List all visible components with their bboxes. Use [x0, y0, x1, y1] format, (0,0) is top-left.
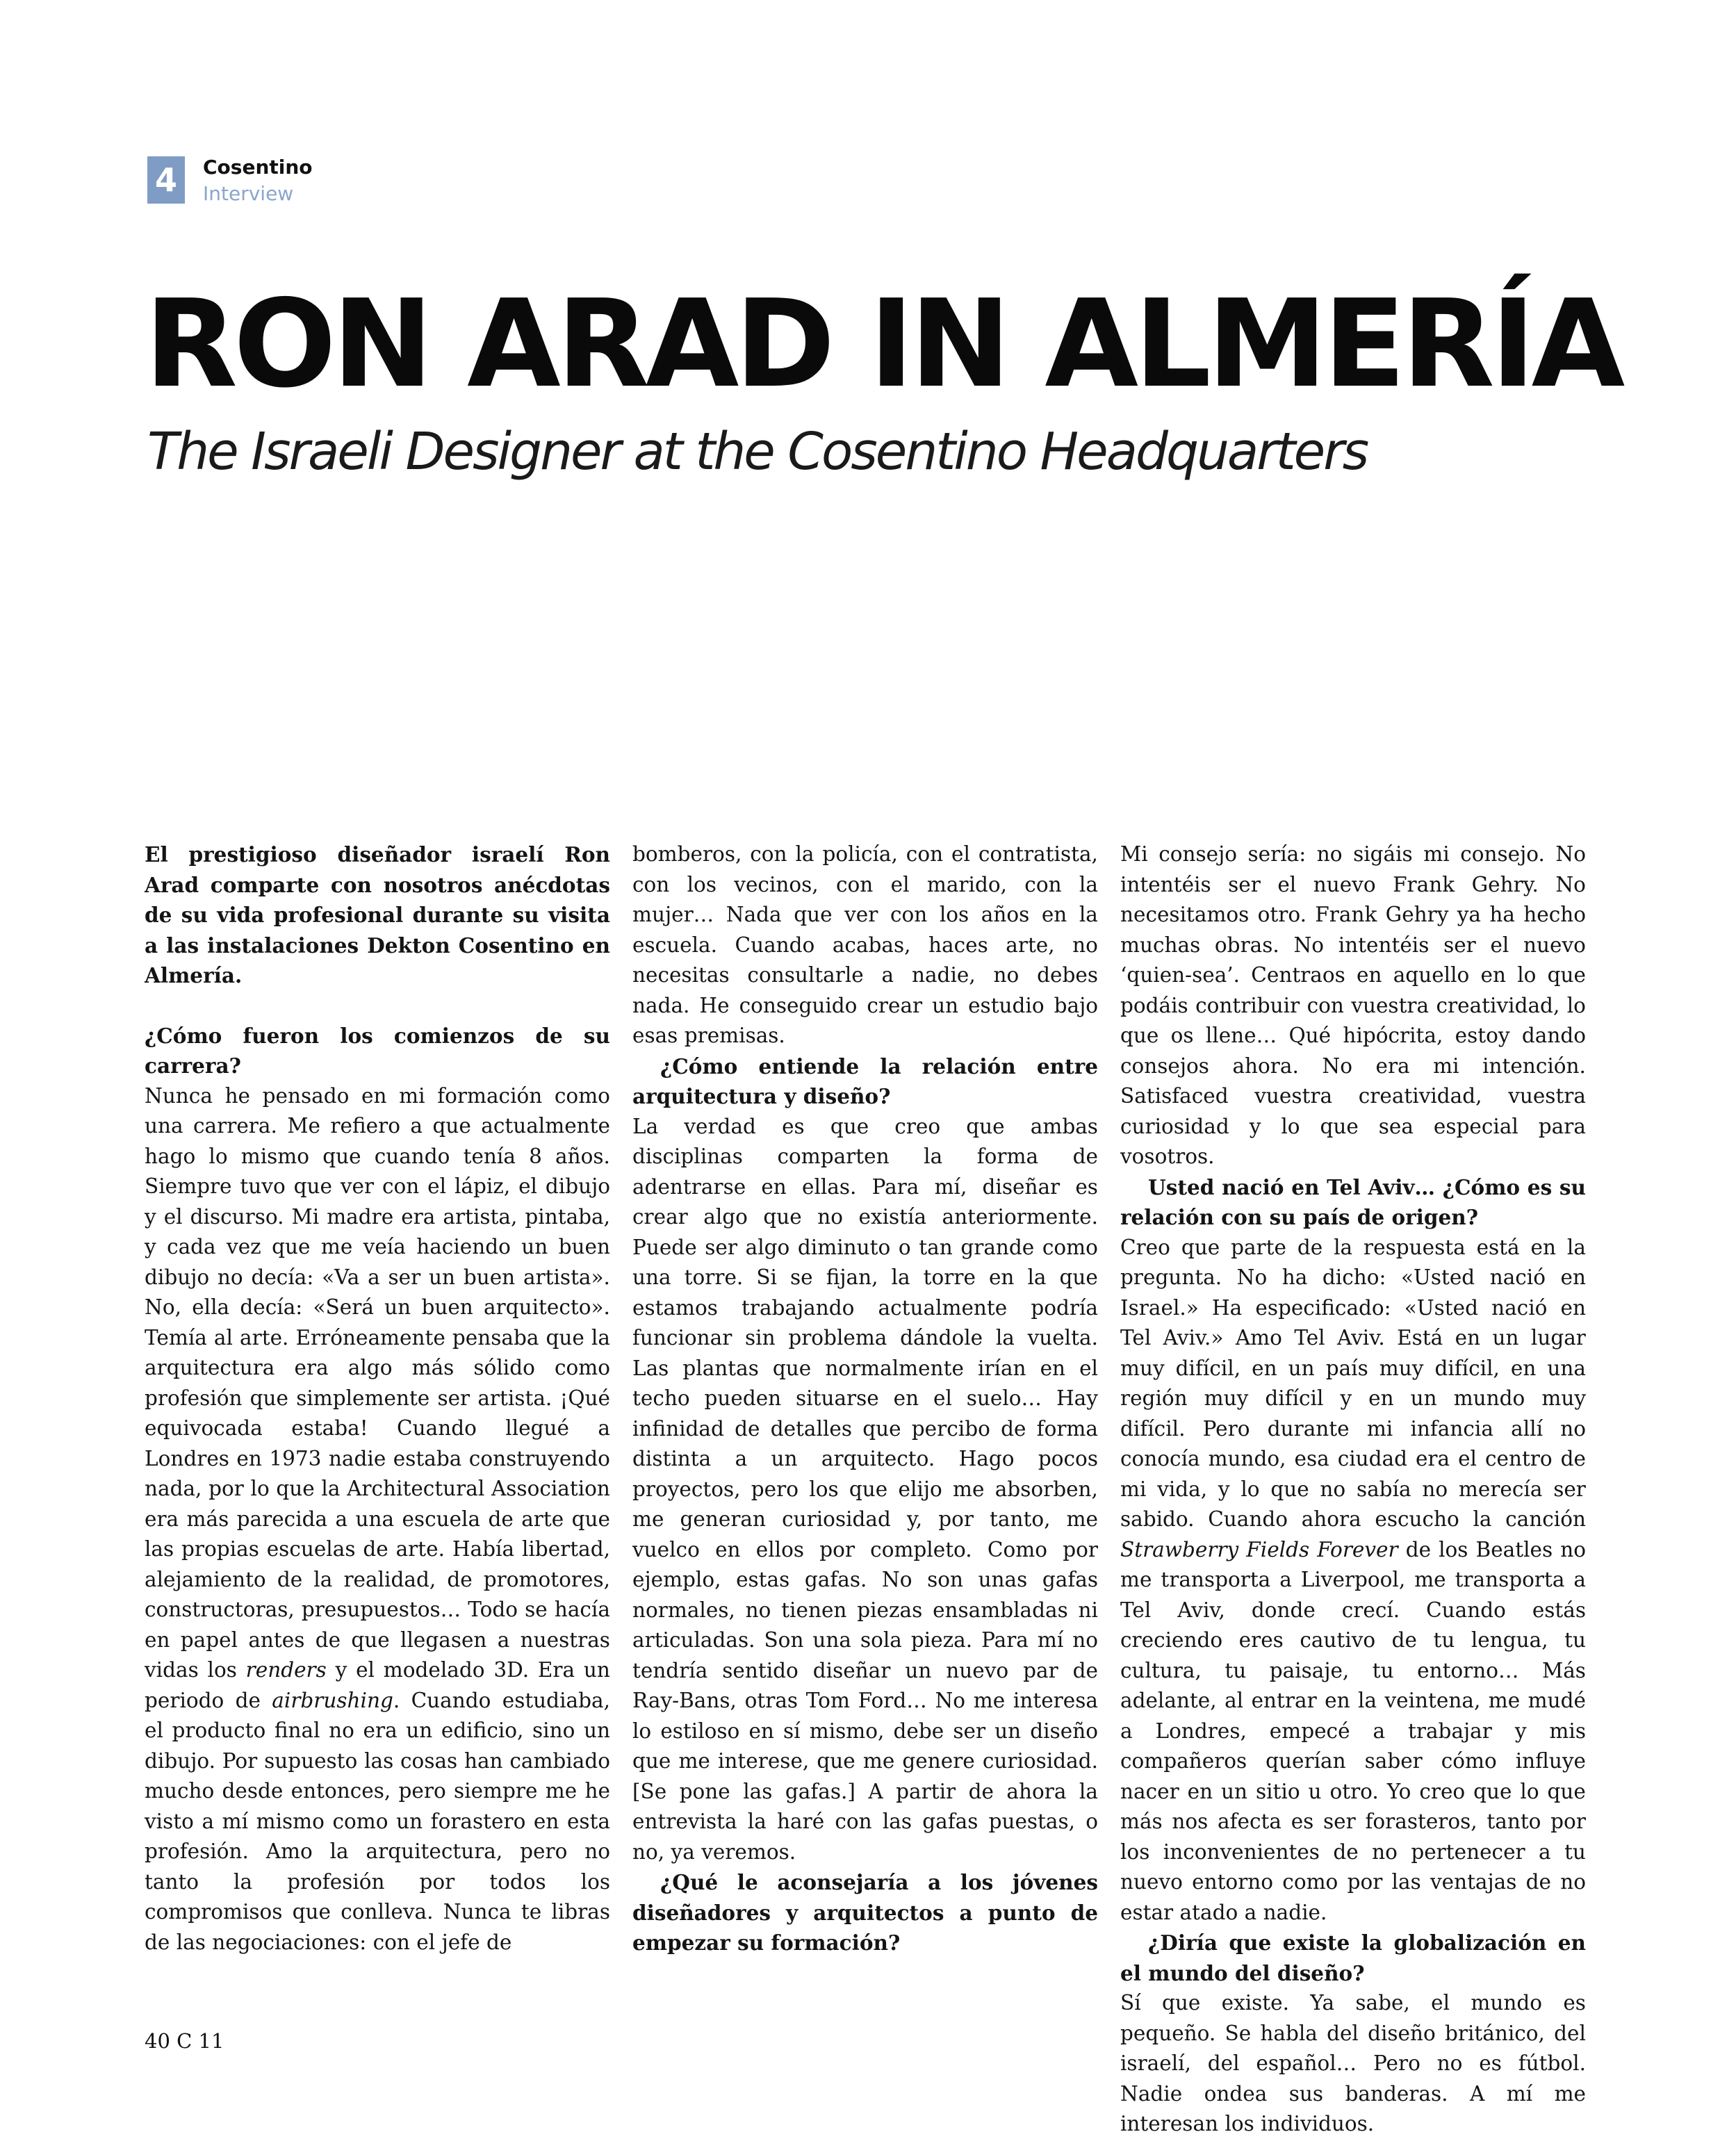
answer-1-text-c: . Cuando estudiaba, el producto final no era un edificio, sino un dibujo. Por supuesto las cosas han cambiado mucho desde entonces, pero siempre me he visto a mí mismo como un forastero en esta profesión. Amo la arquitectura, pero no tanto la profesión por todos los compromisos que conlleva. Nunca te libras de las negociaciones: con el jefe de — [145, 1688, 611, 1954]
answer-5: Sí que existe. Ya sabe, el mundo es pequeño. Se habla del diseño británico, del israelí, del español… Pero no es fútbol. Nadie ondea sus banderas. A mí me interesan los individuos. — [1120, 1991, 1586, 2135]
question-4: Usted nació en Tel Aviv… ¿Cómo es su relación con su país de origen? — [1120, 1174, 1586, 1229]
article-title: RON ARAD IN ALMERÍA — [145, 274, 1621, 415]
question-1: ¿Cómo fueron los comienzos de su carrera? — [145, 1023, 610, 1078]
question-3: ¿Qué le aconsejaría a los jóvenes diseñadores y arquitectos a punto de empezar su formación? — [632, 1870, 1098, 1955]
answer-1 — [145, 1081, 610, 1958]
answer-3: Mi consejo sería: no sigáis mi consejo. No intentéis ser el nuevo Frank Gehry. No necesitamos otro. Frank Gehry ya ha hecho muchas obras. No intentéis ser el nuevo ‘quien-sea’. Centraos en aquello en lo que podáis contribuir con vuestra creatividad, lo que os llene… Qué hipócrita, estoy dando consejos ahora. No era mi intención. Satisfaced vuestra creatividad, vuestra curiosidad y lo que sea especial para vosotros. — [1120, 842, 1586, 1168]
article-column-3 — [1120, 839, 1587, 2135]
answer-1-continued — [632, 839, 1098, 1051]
page-folio: 40 C 11 — [145, 2029, 224, 2053]
answer-4-emphasis: Strawberry Fields Forever — [1120, 1537, 1398, 1561]
brand-label: Cosentino — [203, 156, 313, 179]
question-5 — [1120, 1928, 1586, 1988]
article-column-1 — [145, 839, 610, 1958]
question-3 — [632, 1867, 1098, 1958]
answer-1-text-a: Nunca he pensado en mi formación como una carrera. Me refiero a que actualmente hago lo mismo que cuando tenía 8 años. Siempre tuvo que ver con el lápiz, el dibujo y el discurso. Mi madre era artista, pintaba, y cada vez que me veía haciendo un buen dibujo no decía: «Va a ser un buen artista». No, ella decía: «Será un buen arquitecto». Temía al arte. Erróneamente pensaba que la arquitectura era algo más sólido como profesión que simplemente ser artista. ¡Qué equivocada estaba! Cuando llegué a Londres en 1973 nadie estaba construyendo nada, por lo que la Architectural Association era más parecida a una escuela de arte que las propias escuelas de arte. Había libertad, alejamiento de la realidad, de promotores, constructoras, presupuestos… Todo se hacía en papel antes de que llegasen a nuestras vidas los — [145, 1083, 610, 1682]
article-subtitle: The Israeli Designer at the Cosentino Headquarters — [147, 422, 1368, 482]
question-5: ¿Diría que existe la globalización en el mundo del diseño? — [1120, 1930, 1586, 1985]
answer-1-text-c: bomberos, con la policía, con el contratista, con los vecinos, con el marido, con la mujer… Nada que ver con los años en la escuela. Cuando acabas, haces arte, no necesitas consultarle a nadie, no debes nada. He conseguido crear un estudio bajo esas premisas. — [632, 842, 1098, 1047]
question-1 — [145, 1021, 610, 1081]
answer-1-text-b: y el modelado 3D. Era un periodo de — [145, 1658, 610, 1712]
answer-5 — [1120, 1988, 1586, 2140]
article-column-2 — [632, 839, 1098, 1958]
page-number-badge: 4 — [147, 156, 185, 204]
answer-1-emphasis-a: renders — [245, 1658, 327, 1682]
section-label — [203, 154, 313, 207]
answer-2 — [632, 1112, 1098, 1868]
answer-4-text-b: de los Beatles no me transporta a Liverpool, me transporta a Tel Aviv, donde crecí. Cuando estás creciendo eres cautivo de tu lengua, tu cultura, tu paisaje, tu entorno… Más adelante, al entrar en la veintena, me mudé a Londres, empecé a trabajar y mis compañeros querían saber cómo influye nacer en un sitio u otro. Yo creo que lo que más nos afecta es ser forasteros, tanto por los inconvenientes de no pertenecer a tu nuevo entorno como por las ventajas de no estar atado a nadie. — [1120, 1537, 1586, 1924]
question-2 — [632, 1051, 1098, 1112]
answer-1-emphasis-b: airbrushing — [272, 1688, 393, 1712]
article-lead: El prestigioso diseñador israelí Ron Arad comparte con nosotros anécdotas de su vida profesional durante su visita a las instalaciones Dekton Cosentino en Almería. — [145, 842, 610, 987]
article-lead — [145, 839, 610, 991]
question-4 — [1120, 1172, 1586, 1233]
question-2: ¿Cómo entiende la relación entre arquitectura y diseño? — [632, 1053, 1098, 1108]
section-name: Interview — [203, 182, 294, 205]
answer-2: La verdad es que creo que ambas disciplinas comparten la forma de adentrarse en ellas. Para mí, diseñar es crear algo que no existía anteriormente. Puede ser algo diminuto o tan grande como una torre. Si se fijan, la torre en la que estamos trabajando actualmente podría funcionar sin problema dándole la vuelta. Las plantas que normalmente irían en el techo pueden situarse en el suelo… Hay infinidad de detalles que percibo de forma distinta a un arquitecto. Hago pocos proyectos, pero los que elijo me absorben, me generan curiosidad y, por tanto, me vuelco en ellos por completo. Como por ejemplo, estas gafas. No son unas gafas normales, no tienen piezas ensambladas ni articuladas. Son una sola pieza. Para mí no tendría sentido diseñar un nuevo par de Ray-Bans, otras Tom Ford… No me interesa lo estiloso en sí mismo, debe ser un diseño que me interese, que me genere curiosidad. [Se pone las gafas.] A partir de ahora la entrevista la haré con las gafas puestas, o no, ya veremos. — [632, 1114, 1098, 1864]
answer-4-text-a: Creo que parte de la respuesta está en la pregunta. No ha dicho: «Usted nació en Israel.» Ha especificado: «Usted nació en Tel Aviv.» Amo Tel Aviv. Está en un lugar muy difícil, en un país muy difícil, en una región muy difícil y en un mundo muy difícil. Pero durante mi infancia allí no conocía mundo, esa ciudad era el centro de mi vida, y lo que no sabía no merecía ser sabido. Cuando ahora escucho la canción — [1120, 1235, 1587, 1531]
answer-4 — [1120, 1233, 1586, 1928]
answer-3-continued — [1120, 839, 1586, 1172]
